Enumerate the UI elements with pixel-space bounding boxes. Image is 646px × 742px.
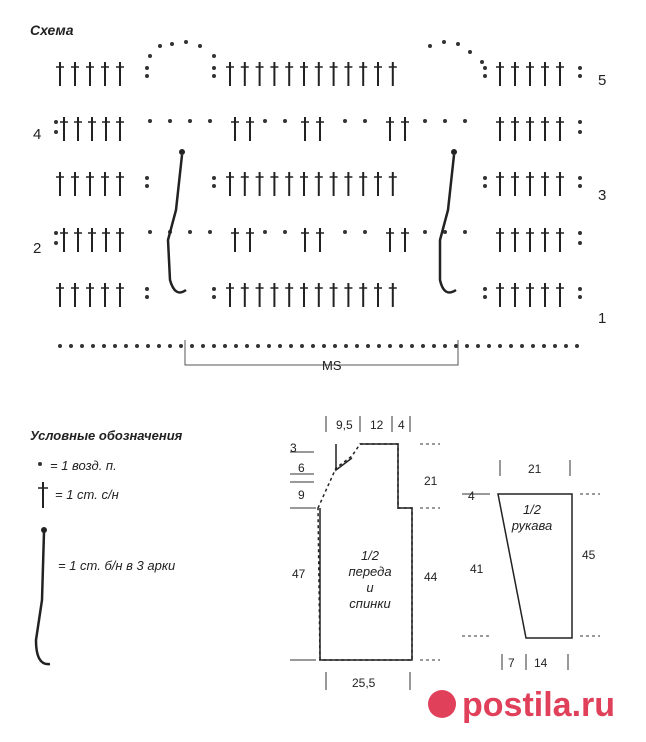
chain-dot xyxy=(157,344,161,348)
chain-dot xyxy=(146,344,150,348)
sleeve-label-line-2: рукава xyxy=(511,518,553,533)
chain-dot xyxy=(179,149,185,155)
chain-dot xyxy=(113,344,117,348)
chain-dot xyxy=(343,119,347,123)
body-top-dim-3: 4 xyxy=(398,418,405,432)
legend-dc-text: = 1 ст. с/н xyxy=(55,487,119,502)
chain-dot xyxy=(145,287,149,291)
sleeve-piece-label xyxy=(502,502,562,534)
chain-dot xyxy=(170,42,174,46)
chain-dot xyxy=(212,74,216,78)
chain-dot xyxy=(283,230,287,234)
body-right-dim-2: 44 xyxy=(424,570,438,584)
row-number-2: 2 xyxy=(33,240,42,257)
sleeve-label-line-1: 1/2 xyxy=(522,502,542,517)
chain-dot xyxy=(58,344,62,348)
chain-dot xyxy=(208,119,212,123)
chain-dot xyxy=(480,60,484,64)
chain-dot xyxy=(542,344,546,348)
chain-dot xyxy=(483,287,487,291)
chain-dot xyxy=(483,74,487,78)
chain-dot xyxy=(201,344,205,348)
chain-dot xyxy=(428,44,432,48)
chain-dot xyxy=(212,344,216,348)
chain-dot xyxy=(188,119,192,123)
long-sc-stitch-right xyxy=(440,155,456,292)
chain-dot xyxy=(311,344,315,348)
chain-dot xyxy=(443,119,447,123)
chain-dot xyxy=(179,344,183,348)
chain-dot xyxy=(483,66,487,70)
row-number-3: 3 xyxy=(598,187,607,204)
chain-dot xyxy=(578,130,582,134)
body-bottom-width: 25,5 xyxy=(352,676,376,690)
chain-dot xyxy=(442,40,446,44)
chain-dot xyxy=(69,344,73,348)
single-crochet-icon-top xyxy=(41,527,47,533)
chain-dot xyxy=(102,344,106,348)
chain-dot xyxy=(80,344,84,348)
pin-icon xyxy=(428,690,456,718)
legend-sc-text: = 1 ст. б/н в 3 арки xyxy=(58,558,176,573)
chain-dot xyxy=(432,344,436,348)
chain-dot xyxy=(578,295,582,299)
body-label-line-3: и xyxy=(366,580,374,595)
chain-dot xyxy=(283,119,287,123)
chain-dot xyxy=(245,344,249,348)
chain-dot xyxy=(465,344,469,348)
chain-dot xyxy=(553,344,557,348)
sleeve-top-width: 21 xyxy=(528,462,542,476)
chain-dot xyxy=(148,119,152,123)
chain-dot xyxy=(148,54,152,58)
chain-dot xyxy=(344,344,348,348)
chain-dot xyxy=(468,50,472,54)
chain-dot xyxy=(483,184,487,188)
chain-dot xyxy=(54,231,58,235)
chain-dot xyxy=(578,287,582,291)
chain-dot xyxy=(168,344,172,348)
chain-dot xyxy=(54,130,58,134)
chain-dot xyxy=(463,119,467,123)
chain-dot xyxy=(212,184,216,188)
sleeve-bottom-dim-1: 7 xyxy=(508,656,515,670)
legend-chain-text: = 1 возд. п. xyxy=(50,458,117,473)
sleeve-left-height: 41 xyxy=(470,562,484,576)
chain-dot xyxy=(54,120,58,124)
sleeve-right-height: 45 xyxy=(582,548,596,562)
chain-dot xyxy=(363,119,367,123)
chain-dot xyxy=(483,295,487,299)
chain-dot xyxy=(263,230,267,234)
chain-dot xyxy=(124,344,128,348)
chain-dot xyxy=(188,230,192,234)
chain-dot xyxy=(355,344,359,348)
chain-dot xyxy=(145,74,149,78)
chain-dot xyxy=(38,462,42,466)
body-right-dim-1: 21 xyxy=(424,474,438,488)
chain-dot xyxy=(208,230,212,234)
chain-dot xyxy=(443,344,447,348)
chain-dot xyxy=(198,44,202,48)
chain-dot xyxy=(148,230,152,234)
chain-dot xyxy=(456,42,460,46)
body-piece-label xyxy=(330,548,410,612)
chain-dot xyxy=(145,184,149,188)
chain-dot xyxy=(423,230,427,234)
body-left-dim-1: 3 xyxy=(290,441,297,455)
chain-dot xyxy=(267,344,271,348)
body-left-dim-3: 9 xyxy=(298,488,305,502)
chain-dot xyxy=(410,344,414,348)
chain-dot xyxy=(575,344,579,348)
chain-dot xyxy=(578,241,582,245)
chain-dot xyxy=(54,241,58,245)
chain-dot xyxy=(234,344,238,348)
chain-dot xyxy=(421,344,425,348)
body-label-line-2: переда xyxy=(348,564,392,579)
chain-dot xyxy=(578,66,582,70)
chain-dot xyxy=(423,119,427,123)
sleeve-left-offset: 4 xyxy=(468,489,475,503)
chain-dot xyxy=(212,176,216,180)
chain-dot xyxy=(377,344,381,348)
chain-dot xyxy=(578,176,582,180)
chain-dot xyxy=(190,344,194,348)
scheme-title: Схема xyxy=(30,22,74,38)
chain-dot xyxy=(399,344,403,348)
chain-dot xyxy=(158,44,162,48)
chain-dot xyxy=(578,184,582,188)
chain-dot xyxy=(145,295,149,299)
sleeve-bottom-dim-2: 14 xyxy=(534,656,548,670)
chain-dot xyxy=(520,344,524,348)
long-sc-stitch-left xyxy=(168,155,186,292)
chain-dot xyxy=(322,344,326,348)
chain-dot xyxy=(333,344,337,348)
chain-dot xyxy=(256,344,260,348)
chain-dot xyxy=(300,344,304,348)
body-label-line-4: спинки xyxy=(349,596,391,611)
chain-dot xyxy=(212,66,216,70)
single-crochet-3-arches-icon xyxy=(36,532,50,664)
chain-dot xyxy=(145,176,149,180)
chain-dot xyxy=(388,344,392,348)
chain-dot xyxy=(498,344,502,348)
body-top-dim-1: 9,5 xyxy=(336,418,353,432)
body-left-dim-2: 6 xyxy=(298,461,305,475)
chain-dot xyxy=(184,40,188,44)
watermark-text: postila.ru xyxy=(462,686,616,724)
chain-dot xyxy=(135,344,139,348)
chain-dot xyxy=(343,230,347,234)
chain-dot xyxy=(476,344,480,348)
chain-dot xyxy=(212,54,216,58)
chain-dot xyxy=(263,119,267,123)
chain-dot xyxy=(578,231,582,235)
row-number-1: 1 xyxy=(598,310,607,327)
chain-dot xyxy=(578,74,582,78)
legend-title: Условные обозначения xyxy=(30,428,183,443)
chain-dot xyxy=(451,149,457,155)
row-number-4: 4 xyxy=(33,126,42,143)
chain-dot xyxy=(564,344,568,348)
chain-dot xyxy=(487,344,491,348)
chain-dot xyxy=(278,344,282,348)
chain-dot xyxy=(212,295,216,299)
chain-dot xyxy=(531,344,535,348)
chain-dot xyxy=(509,344,513,348)
chain-dot xyxy=(454,344,458,348)
chain-dot xyxy=(463,230,467,234)
row-number-5: 5 xyxy=(598,72,607,89)
chain-dot xyxy=(363,230,367,234)
body-left-height: 47 xyxy=(292,567,306,581)
ms-label: MS xyxy=(322,358,342,373)
chain-dot xyxy=(366,344,370,348)
chain-dot xyxy=(145,66,149,70)
chain-dot xyxy=(578,120,582,124)
chain-dot xyxy=(223,344,227,348)
chain-dot xyxy=(289,344,293,348)
body-top-dim-2: 12 xyxy=(370,418,384,432)
chain-dot xyxy=(483,176,487,180)
chain-dot xyxy=(212,287,216,291)
chain-dot xyxy=(168,119,172,123)
body-label-line-1: 1/2 xyxy=(360,548,380,563)
chain-dot xyxy=(91,344,95,348)
